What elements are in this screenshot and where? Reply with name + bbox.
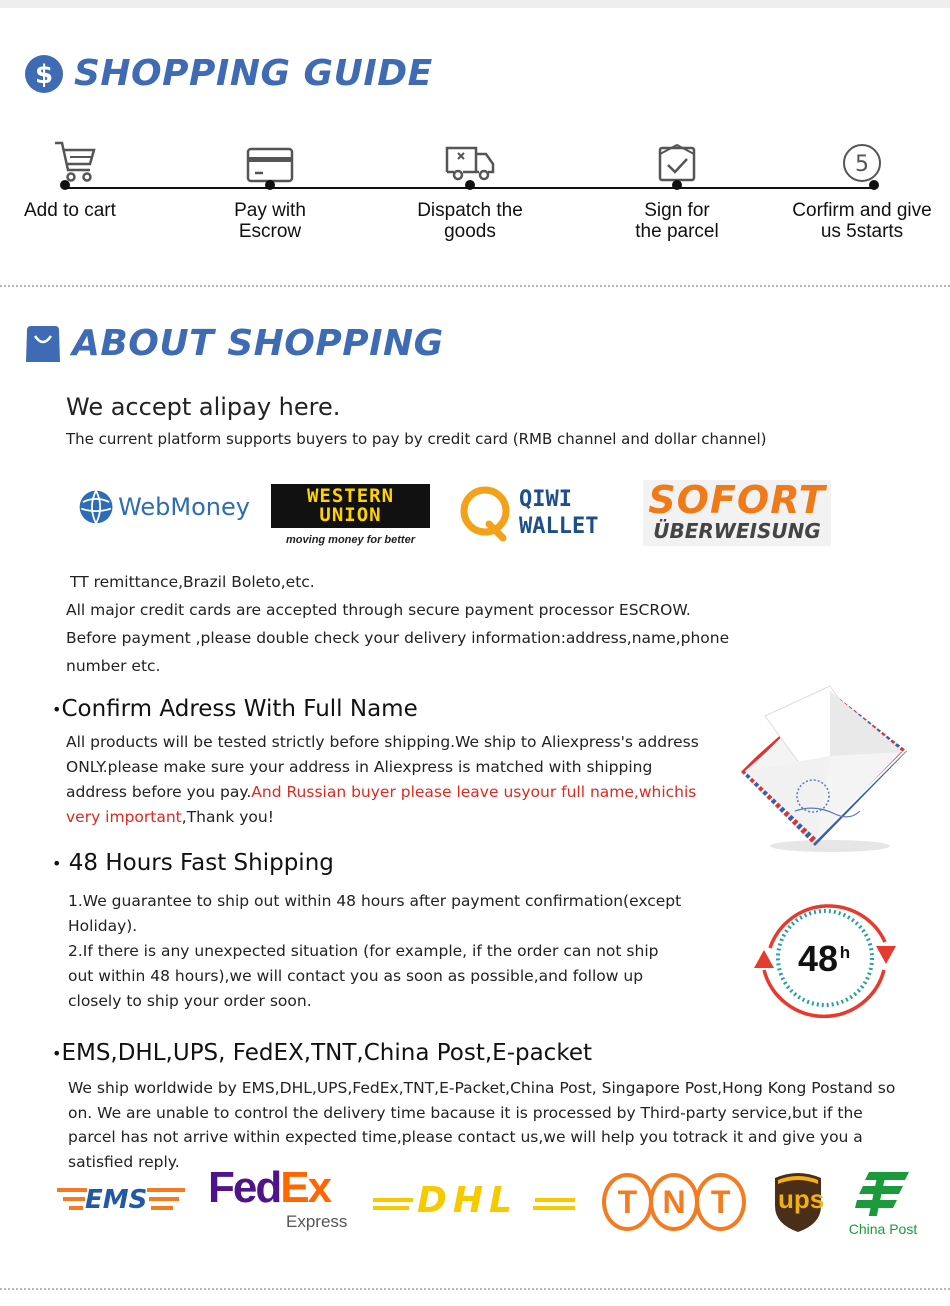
payment-line: All major credit cards are accepted through secure payment processor ESCROW.	[66, 601, 691, 619]
tnt-logo	[602, 1173, 746, 1229]
tnt-letter: T	[695, 1173, 746, 1231]
48-hours-badge-icon	[750, 890, 900, 1026]
number-circle-icon	[841, 142, 883, 184]
step-label: Pay with Escrow	[234, 200, 306, 242]
china-post-text: China Post	[848, 1221, 918, 1237]
step-pay-with-escrow	[185, 134, 355, 242]
signed-checkbox-icon	[656, 142, 698, 184]
svg-text:5: 5	[855, 152, 869, 177]
fedex-fed-text: Fed	[208, 1163, 281, 1212]
sofort-logo	[643, 480, 831, 546]
badge-number: 48	[797, 938, 839, 979]
badge-unit: h	[839, 943, 851, 962]
ups-text: ups	[778, 1184, 825, 1214]
dhl-logo	[373, 1180, 576, 1221]
step-label: Add to cart	[24, 200, 116, 221]
qiwi-wallet-logo	[459, 482, 619, 544]
step-label: Dispatch the goods	[417, 200, 523, 242]
ups-logo	[771, 1170, 825, 1234]
step-dot	[265, 180, 275, 190]
step-add-to-cart	[0, 134, 160, 221]
western-union-logo	[271, 484, 430, 548]
confirm-address-heading: •Confirm Adress With Full Name	[52, 696, 418, 722]
step-confirm-rate	[777, 134, 947, 242]
sofort-text: SOFORT	[648, 478, 826, 522]
carriers-title: EMS,DHL,UPS, FedEX,TNT,China Post,E-packet	[61, 1040, 592, 1066]
fast-shipping-heading: • 48 Hours Fast Shipping	[52, 850, 334, 876]
fast-shipping-line: 2.If there is any unexpected situation (for example, if the order can not ship out within 48 hours),we will contact you as soon as possible,and follow up closely to ship your order soon.	[68, 942, 659, 1010]
delivery-truck-icon	[444, 142, 496, 184]
shopping-guide-title: SHOPPING GUIDE	[74, 53, 433, 94]
about-shopping-title: ABOUT SHOPPING	[72, 323, 444, 364]
shopping-cart-icon	[52, 138, 98, 184]
shopping-bag-icon	[24, 324, 62, 364]
wallet-text: WALLET	[519, 514, 599, 539]
payment-line: TT remittance,Brazil Boleto,etc.	[70, 573, 315, 591]
wu-tagline: moving money for better	[286, 534, 415, 546]
alipay-title: We accept alipay here.	[66, 393, 341, 421]
wu-text-2: UNION	[319, 504, 382, 526]
step-sign-for-parcel	[592, 134, 762, 242]
section-divider	[0, 285, 950, 287]
dhl-text: DHL	[417, 1180, 518, 1221]
payment-line: Before payment ,please double check your delivery information:address,name,phone	[66, 629, 730, 647]
qiwi-text: QIWI	[519, 487, 572, 512]
payment-info	[66, 568, 746, 680]
tnt-letter: N	[649, 1173, 700, 1231]
wu-text-1: WESTERN	[306, 485, 395, 507]
payment-line: number etc.	[66, 657, 161, 675]
confirm-address-title: Confirm Adress With Full Name	[61, 696, 418, 722]
step-dispatch-goods	[385, 134, 555, 242]
webmoney-logo	[78, 482, 250, 532]
top-band	[0, 0, 950, 8]
address-text-red: And Russian buyer please leave usyour full name,whichis very important	[66, 783, 697, 826]
fedex-express-text: Express	[286, 1212, 348, 1231]
step-dot	[869, 180, 879, 190]
ueberweisung-text: ÜBERWEISUNG	[653, 519, 821, 543]
address-text-end: ,Thank you!	[181, 808, 274, 826]
fast-shipping-line: 1.We guarantee to ship out within 48 hours after payment confirmation(except Holiday).	[68, 892, 682, 935]
ems-text: EMS	[85, 1185, 148, 1215]
bottom-divider	[0, 1288, 950, 1290]
confirm-address-text	[66, 730, 716, 830]
step-label: Sign for the parcel	[635, 200, 719, 242]
shopping-guide-heading	[24, 53, 433, 94]
credit-card-icon	[246, 146, 294, 184]
china-post-logo	[843, 1168, 923, 1240]
china-post-emblem-icon	[855, 1168, 911, 1216]
fedex-logo	[208, 1163, 358, 1236]
step-dot	[672, 180, 682, 190]
fast-shipping-title: 48 Hours Fast Shipping	[68, 850, 334, 876]
webmoney-globe-icon	[78, 485, 114, 529]
webmoney-text: WebMoney	[118, 493, 250, 521]
ems-logo	[57, 1185, 187, 1219]
tnt-letter: T	[602, 1173, 653, 1231]
step-dot	[465, 180, 475, 190]
carriers-heading: •EMS,DHL,UPS, FedEX,TNT,China Post,E-packet	[52, 1040, 592, 1066]
about-shopping-heading	[24, 323, 444, 364]
svg-text:$: $	[34, 59, 54, 90]
step-dot	[60, 180, 70, 190]
dollar-icon	[24, 54, 64, 94]
airmail-envelope-icon	[735, 676, 915, 856]
qiwi-q-icon	[459, 484, 515, 542]
alipay-subtitle: The current platform supports buyers to pay by credit card (RMB channel and dollar channel)	[66, 430, 767, 448]
step-label: Corfirm and give us 5starts	[792, 200, 932, 242]
fast-shipping-text	[68, 889, 688, 1014]
fedex-ex-text: Ex	[280, 1163, 331, 1212]
address-text-black: All products will be tested strictly before shipping.We ship to Aliexpress's address ONLY.please make sure your address in Aliexpress is matched with shipping address before you pay.	[66, 733, 699, 801]
carriers-text: We ship worldwide by EMS,DHL,UPS,FedEx,TNT,E-Packet,China Post, Singapore Post,Hong Kong Postand so on. We are unable to control the delivery time bacause it is processed by Third-party service,but if the parcel has not arrive within expected time,please contact us,we will help you totrack it and give you a satisfied reply.	[68, 1079, 896, 1171]
